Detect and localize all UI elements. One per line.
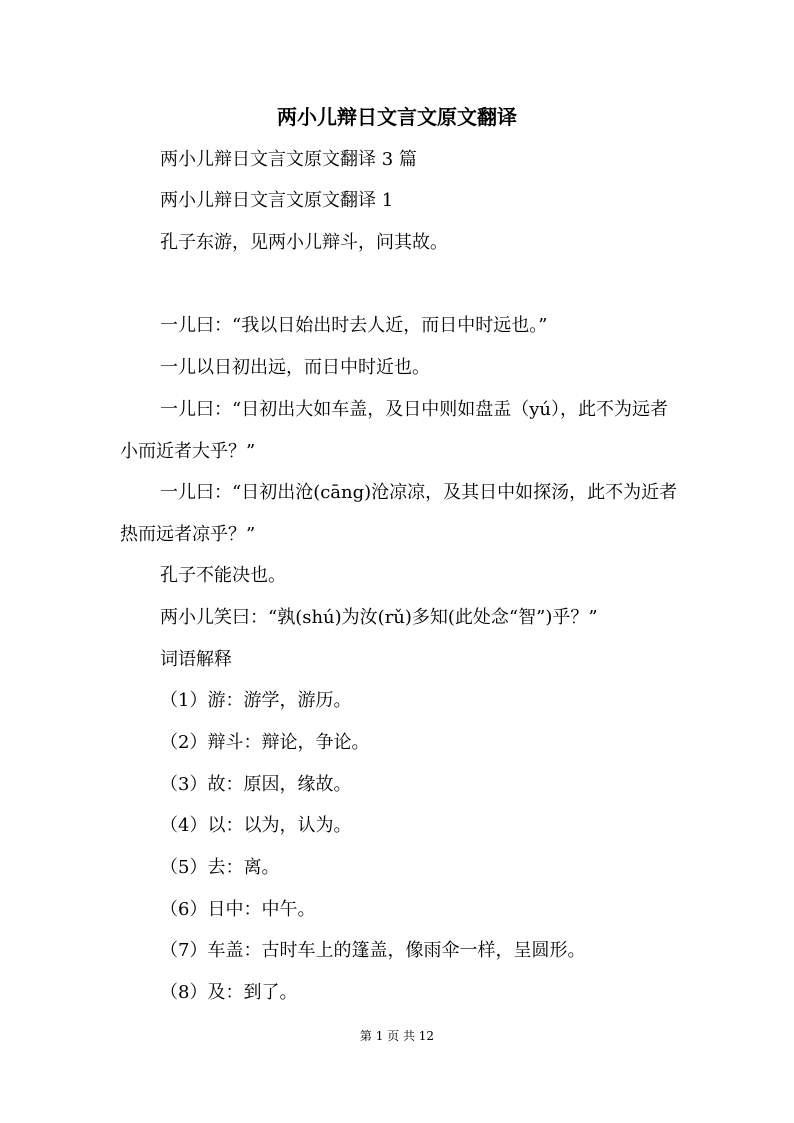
definition-item: （1）游：游学，游历。 xyxy=(160,690,352,711)
section-heading: 词语解释 xyxy=(160,649,232,670)
text-paragraph: 一儿以日初出远，而日中时近也。 xyxy=(160,357,430,378)
definition-item: （5）去：离。 xyxy=(160,857,280,878)
definition-item: （3）故：原因，缘故。 xyxy=(160,774,352,795)
section-heading: 两小儿辩日文言文原文翻译 1 xyxy=(160,190,394,211)
definition-item: （6）日中：中午。 xyxy=(160,899,316,920)
text-paragraph: 孔子不能决也。 xyxy=(160,565,286,586)
text-paragraph: 孔子东游，见两小儿辩斗，问其故。 xyxy=(160,232,448,253)
definition-item: （7）车盖：古时车上的篷盖，像雨伞一样，呈圆形。 xyxy=(160,940,586,961)
document-title: 两小儿辩日文言文原文翻译 xyxy=(277,105,517,129)
page-footer: 第 1 页 共 12 xyxy=(359,1029,435,1043)
text-paragraph: 两小儿笑曰：“孰(shú)为汝(rǔ)多知(此处念“智”)乎？” xyxy=(160,607,598,628)
text-paragraph: 一儿曰：“我以日始出时去人近，而日中时远也。” xyxy=(160,315,548,336)
definition-item: （2）辩斗：辩论，争论。 xyxy=(160,732,370,753)
subtitle-paragraph: 两小儿辩日文言文原文翻译 3 篇 xyxy=(160,149,417,170)
text-paragraph: 一儿曰：“日初出大如车盖，及日中则如盘盂（yú），此不为远者小而近者大乎？” xyxy=(120,399,668,462)
definition-item: （4）以：以为，认为。 xyxy=(160,815,352,836)
definition-item: （8）及：到了。 xyxy=(160,982,298,1003)
text-paragraph: 一儿曰：“日初出沧(cāng)沧凉凉，及其日中如探汤，此不为近者热而远者凉乎？” xyxy=(120,482,678,545)
